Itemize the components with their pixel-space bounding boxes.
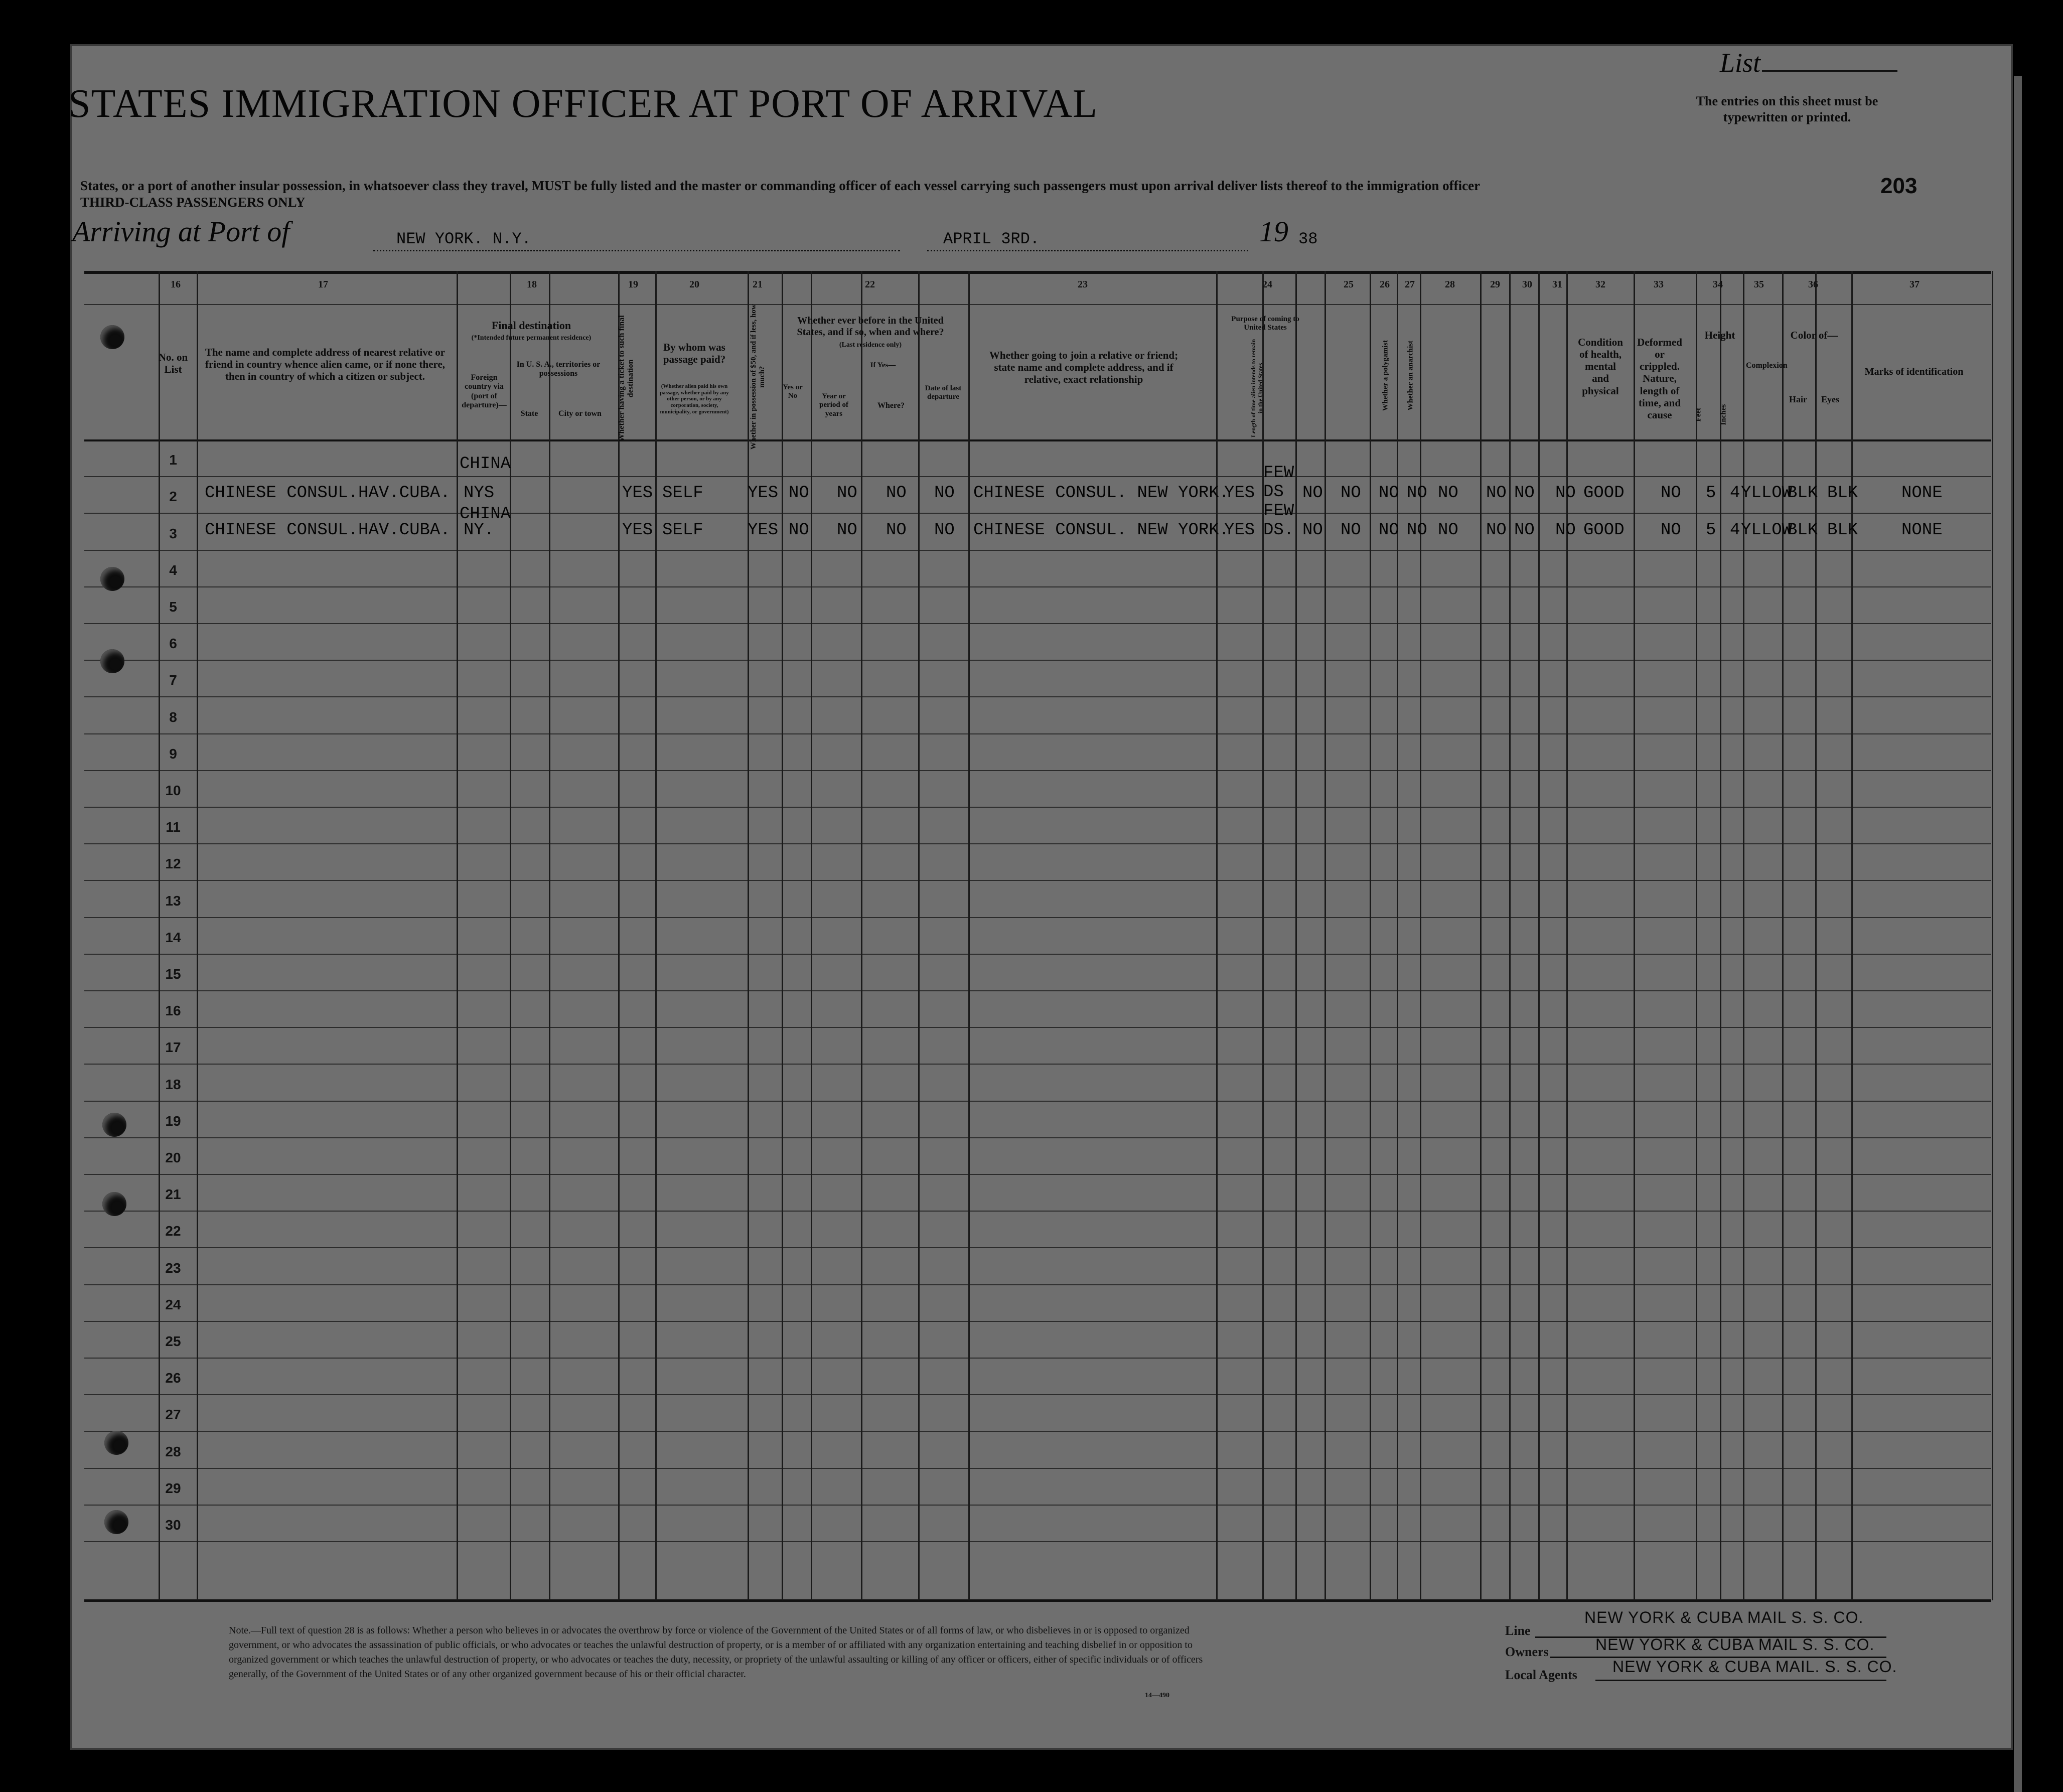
row-line xyxy=(84,1321,1991,1322)
row-line xyxy=(84,1394,1991,1395)
row-line xyxy=(84,1541,1991,1542)
colnum-24: 24 xyxy=(1262,279,1272,290)
complexion: YLLOW xyxy=(1741,521,1793,540)
row-line xyxy=(84,733,1991,734)
header-eyes: Eyes xyxy=(1821,394,1839,404)
relative-address: CHINESE CONSUL.HAV.CUBA. xyxy=(205,521,451,540)
row-number: 14 xyxy=(165,929,181,945)
row-line xyxy=(84,550,1991,551)
row-line xyxy=(84,770,1991,771)
foreign-country: CHINA xyxy=(460,455,511,474)
eyes: BLK xyxy=(1827,521,1858,540)
header-final-destination-note: (*Intended future permanent residence) xyxy=(471,334,592,342)
column-line xyxy=(1295,271,1297,1600)
header-instructions: States, or a port of another insular possession, in whatsoever class they travel, MUST be fully listed and the master or commanding officer of each vessel carrying such passengers must upon arrival deliver lists thereof to the immigration officer xyxy=(80,178,1481,193)
table-top-rule xyxy=(84,271,1991,274)
header-date-departure: Date of last departure xyxy=(925,384,962,401)
colnum-rule xyxy=(84,304,1991,305)
punch-hole xyxy=(104,1510,128,1534)
header-joining-relative: Whether going to join a relative or friend; state name and complete address, and if relative, exact relationship xyxy=(989,349,1178,386)
sheet-edge-right xyxy=(2014,76,2022,1792)
column-line xyxy=(918,271,920,1600)
row-number: 26 xyxy=(165,1370,181,1386)
page-title: STATES IMMIGRATION OFFICER AT PORT OF ARRIVAL xyxy=(68,82,1098,126)
header-city: City or town xyxy=(558,409,602,418)
colnum-35: 35 xyxy=(1754,279,1764,290)
row-number: 17 xyxy=(165,1039,181,1056)
colnum-20: 20 xyxy=(689,279,699,290)
column-line xyxy=(968,271,970,1600)
header-final-destination: Final destination xyxy=(491,319,571,332)
date-dotted-line xyxy=(927,250,1248,251)
row-number: 13 xyxy=(165,892,181,909)
column-line xyxy=(1992,271,1993,1600)
row-number: 29 xyxy=(165,1480,181,1496)
colnum-37: 37 xyxy=(1909,279,1920,290)
health: GOOD xyxy=(1583,521,1625,540)
marks: NONE xyxy=(1901,484,1943,503)
column-line xyxy=(1566,271,1568,1600)
height-inches: 4 xyxy=(1730,484,1740,503)
row-line xyxy=(84,954,1991,955)
row-line xyxy=(84,807,1991,808)
col31: NO xyxy=(1555,484,1576,503)
column-line xyxy=(1397,271,1398,1600)
col24c: NO xyxy=(1302,521,1323,540)
col27: NO xyxy=(1407,521,1427,540)
header-hair: Hair xyxy=(1789,394,1807,404)
punch-hole xyxy=(102,1113,126,1137)
row-number: 25 xyxy=(165,1333,181,1349)
row-line xyxy=(84,1431,1991,1432)
years: NO xyxy=(837,521,857,540)
row-number: 5 xyxy=(169,599,177,615)
row-line xyxy=(84,1358,1991,1359)
ticket: YES xyxy=(622,521,653,540)
colnum-22: 22 xyxy=(865,279,875,290)
column-line xyxy=(1420,271,1421,1600)
row-number: 1 xyxy=(169,452,177,468)
header-remain: Length of time alien intends to remain in the United States xyxy=(1250,339,1264,437)
year-suffix: 38 xyxy=(1298,230,1318,248)
row-line xyxy=(84,990,1991,991)
row-line xyxy=(84,1101,1991,1102)
ticket: YES xyxy=(622,484,653,503)
row-line xyxy=(84,1174,1991,1175)
row-number: 27 xyxy=(165,1407,181,1423)
height-feet: 5 xyxy=(1706,484,1716,503)
page-number: 203 xyxy=(1880,174,1918,198)
header-polygamist: Whether a polygamist xyxy=(1381,340,1390,411)
row-line xyxy=(84,660,1991,661)
colnum-25: 25 xyxy=(1344,279,1354,290)
header-inches: Inches xyxy=(1719,404,1728,425)
colnum-26: 26 xyxy=(1380,279,1390,290)
column-line xyxy=(1370,271,1371,1600)
owners-value: NEW YORK & CUBA MAIL S. S. CO. xyxy=(1595,1635,1875,1654)
header-nearest-relative: The name and complete address of nearest relative or friend in country whence alien came, or if none there, then in country of which a citizen or subject. xyxy=(205,346,446,383)
row-number: 7 xyxy=(169,672,177,688)
header-paid-by: By whom was passage paid? xyxy=(663,341,726,366)
header-ticket: Whether having a ticket to such final destination xyxy=(617,315,635,442)
destination-city: NYS xyxy=(464,484,495,503)
column-line xyxy=(1216,271,1218,1600)
header-money: Whether in possession of $50, and if less, how much? xyxy=(749,304,766,450)
row-line xyxy=(84,1064,1991,1065)
deformed: NO xyxy=(1661,521,1681,540)
col29: NO xyxy=(1486,484,1507,503)
col26: NO xyxy=(1379,521,1399,540)
header-anarchist: Whether an anarchist xyxy=(1406,340,1415,411)
row-number: 16 xyxy=(165,1003,181,1019)
header-marks: Marks of identification xyxy=(1864,366,1964,377)
row-line xyxy=(84,1284,1991,1285)
col24c: NO xyxy=(1302,484,1323,503)
header-feet: Feet xyxy=(1694,407,1703,422)
row-line xyxy=(84,917,1991,918)
colnum-32: 32 xyxy=(1595,279,1605,290)
foreign-country: CHINA xyxy=(460,505,511,524)
col28: NO xyxy=(1438,484,1458,503)
before-in-us: NO xyxy=(789,521,809,540)
column-line xyxy=(1815,271,1817,1600)
row-number: 2 xyxy=(169,489,177,505)
column-line xyxy=(618,271,620,1600)
column-line xyxy=(782,271,783,1600)
list-number-line xyxy=(1762,70,1897,72)
relative-address: CHINESE CONSUL.HAV.CUBA. xyxy=(205,484,451,503)
column-line xyxy=(1509,271,1511,1600)
remain: FEW DS xyxy=(1263,464,1294,502)
money: YES xyxy=(748,484,779,503)
table-bottom-rule xyxy=(84,1599,1991,1602)
column-line xyxy=(1480,271,1482,1600)
row-line xyxy=(84,1247,1991,1248)
header-yes-or-no: Yes or No xyxy=(783,383,803,400)
row-number: 19 xyxy=(165,1113,181,1129)
header-bottom-rule xyxy=(84,439,1991,441)
header-condition-health: Condition of health, mental and physical xyxy=(1578,336,1623,397)
header-height: Height xyxy=(1704,329,1735,341)
paid-by: SELF xyxy=(662,521,703,540)
colnum-23: 23 xyxy=(1078,279,1088,290)
remain: FEW DS. xyxy=(1263,502,1294,540)
where: NO xyxy=(886,521,907,540)
col30: NO xyxy=(1514,521,1535,540)
column-line xyxy=(1743,271,1744,1600)
row-line xyxy=(84,843,1991,844)
row-line xyxy=(84,1137,1991,1138)
row-line xyxy=(84,476,1991,477)
row-number: 28 xyxy=(165,1443,181,1459)
agents-underline xyxy=(1595,1680,1886,1681)
punch-hole xyxy=(104,1431,128,1455)
colnum-34: 34 xyxy=(1713,279,1723,290)
column-line xyxy=(1538,271,1540,1600)
col26: NO xyxy=(1379,484,1399,503)
row-number: 23 xyxy=(165,1260,181,1276)
colnum-27: 27 xyxy=(1405,279,1415,290)
eyes: BLK xyxy=(1827,484,1858,503)
colnum-31: 31 xyxy=(1552,279,1562,290)
header-year-period: Year or period of years xyxy=(819,392,848,418)
row-line xyxy=(84,586,1991,587)
colnum-36: 36 xyxy=(1808,279,1818,290)
column-line xyxy=(811,271,812,1600)
row-number: 9 xyxy=(169,745,177,762)
height-inches: 4 xyxy=(1730,521,1740,540)
header-state: State xyxy=(520,409,538,418)
arrival-date: APRIL 3RD. xyxy=(943,230,1040,248)
header-foreign-country: Foreign country via (port of departure)— xyxy=(462,373,507,410)
col30: NO xyxy=(1514,484,1535,503)
row-number: 20 xyxy=(165,1150,181,1165)
list-label: List xyxy=(1720,48,1761,78)
colnum-30: 30 xyxy=(1522,279,1532,290)
line-label: Line xyxy=(1505,1623,1531,1638)
col28: NO xyxy=(1438,521,1458,540)
departure: NO xyxy=(934,521,955,540)
column-line xyxy=(1720,271,1721,1600)
col25: NO xyxy=(1341,484,1361,503)
colnum-18: 18 xyxy=(527,279,537,290)
row-number: 18 xyxy=(165,1076,181,1092)
colnum-17: 17 xyxy=(318,279,328,290)
col25: NO xyxy=(1341,521,1361,540)
agents-label: Local Agents xyxy=(1505,1668,1577,1682)
row-number: 21 xyxy=(165,1186,181,1203)
purpose: YES xyxy=(1224,484,1255,503)
row-number: 4 xyxy=(169,562,177,578)
column-line xyxy=(1851,271,1853,1600)
row-number: 15 xyxy=(165,966,181,982)
year-prefix: 19 xyxy=(1259,215,1288,248)
health: GOOD xyxy=(1583,484,1625,503)
column-line xyxy=(861,271,862,1600)
owners-label: Owners xyxy=(1505,1645,1549,1659)
row-line xyxy=(84,1027,1991,1028)
colnum-21: 21 xyxy=(753,279,763,290)
row-line xyxy=(84,1505,1991,1506)
column-line xyxy=(457,271,458,1600)
row-number: 6 xyxy=(169,636,177,652)
header-complexion: Complexion xyxy=(1746,361,1788,370)
header-where: Where? xyxy=(877,401,905,410)
years: NO xyxy=(837,484,857,503)
col31: NO xyxy=(1555,521,1576,540)
column-line xyxy=(1634,271,1635,1600)
row-number: 10 xyxy=(165,783,181,798)
header-no-on-list: No. on List xyxy=(158,351,188,376)
colnum-16: 16 xyxy=(171,279,181,290)
where: NO xyxy=(886,484,907,503)
height-feet: 5 xyxy=(1706,521,1716,540)
question-28-note: Note.—Full text of question 28 is as follows: Whether a person who believes in or advocates the overthrow by force or violence of the Government of the United States or of all forms of law, or who disbelieves in or is opposed to organized government, or who advocates the assassination of public officials, or who advocates or teaches the unlawful destruction of property, or is a member of or affiliated with any organization entertaining and teaching disbelief in or opposition to organized government or which teaches the unlawful destruction of property, or who advocates or teaches the duty, necessity, or propriety of the unlawful assaulting or killing of any officer or officers, either of specific individuals or of officers generally, of the Government of the United States or of any other organized government because of his or their official character. xyxy=(229,1625,1203,1680)
header-color-of: Color of— xyxy=(1790,329,1838,341)
column-line xyxy=(748,271,749,1600)
column-line xyxy=(1782,271,1784,1600)
row-number: 22 xyxy=(165,1223,181,1239)
row-line xyxy=(84,1468,1991,1469)
purpose: YES xyxy=(1224,521,1255,540)
col29: NO xyxy=(1486,521,1507,540)
header-last-residence: (Last residence only) xyxy=(839,341,902,349)
column-line xyxy=(1696,271,1697,1600)
punch-hole xyxy=(100,567,124,591)
punch-hole xyxy=(100,325,124,349)
destination-city: NY. xyxy=(464,521,495,540)
column-line xyxy=(549,271,550,1600)
row-number: 11 xyxy=(166,819,181,835)
hair: BLK xyxy=(1787,521,1818,540)
header-before-in-us: Whether ever before in the United States, and if so, when and where? xyxy=(797,315,944,338)
agents-value: NEW YORK & CUBA MAIL. S. S. CO. xyxy=(1612,1658,1897,1676)
port-of-arrival: NEW YORK. N.Y. xyxy=(396,230,531,248)
header-paid-by-note: (Whether alien paid his own passage, whether paid by any other person, or by any corporation, society, municipality, or government) xyxy=(660,383,729,415)
column-line xyxy=(655,271,657,1600)
row-line xyxy=(84,696,1991,697)
marks: NONE xyxy=(1901,521,1943,540)
form-number: 14—490 xyxy=(1145,1692,1169,1699)
punch-hole xyxy=(100,649,124,673)
row-line xyxy=(84,1211,1991,1212)
deformed: NO xyxy=(1661,484,1681,503)
arriving-label: Arriving at Port of xyxy=(72,215,290,248)
departure: NO xyxy=(934,484,955,503)
column-line xyxy=(1324,271,1326,1600)
colnum-19: 19 xyxy=(628,279,638,290)
punch-hole xyxy=(102,1192,126,1216)
row-number: 30 xyxy=(165,1517,181,1533)
colnum-29: 29 xyxy=(1490,279,1500,290)
money: YES xyxy=(748,521,779,540)
port-dotted-line xyxy=(373,250,900,251)
row-line xyxy=(84,880,1991,881)
row-number: 24 xyxy=(165,1296,181,1312)
entries-note: The entries on this sheet must be typewritten or printed. xyxy=(1696,94,1878,124)
header-purpose: Purpose of coming to United States xyxy=(1231,315,1299,332)
line-value: NEW YORK & CUBA MAIL S. S. CO. xyxy=(1584,1608,1864,1626)
col27: NO xyxy=(1407,484,1427,503)
colnum-28: 28 xyxy=(1445,279,1455,290)
complexion: YLLOW xyxy=(1741,484,1793,503)
before-in-us: NO xyxy=(789,484,809,503)
header-deformed: Deformed or crippled. Nature, length of time, and cause xyxy=(1637,336,1682,421)
header-if-yes: If Yes— xyxy=(870,361,896,369)
paid-by: SELF xyxy=(662,484,703,503)
joining-relative: CHINESE CONSUL. NEW YORK. xyxy=(973,484,1230,503)
hair: BLK xyxy=(1787,484,1818,503)
row-number: 12 xyxy=(165,856,181,872)
header-class-note: THIRD-CLASS PASSENGERS ONLY xyxy=(80,195,306,210)
joining-relative: CHINESE CONSUL. NEW YORK. xyxy=(973,521,1230,540)
colnum-33: 33 xyxy=(1654,279,1664,290)
row-number: 8 xyxy=(169,709,177,725)
row-line xyxy=(84,513,1991,514)
row-line xyxy=(84,623,1991,624)
row-number: 3 xyxy=(169,525,177,541)
column-line xyxy=(197,271,198,1600)
header-in-us: In U. S. A., territories or possessions xyxy=(516,360,601,378)
